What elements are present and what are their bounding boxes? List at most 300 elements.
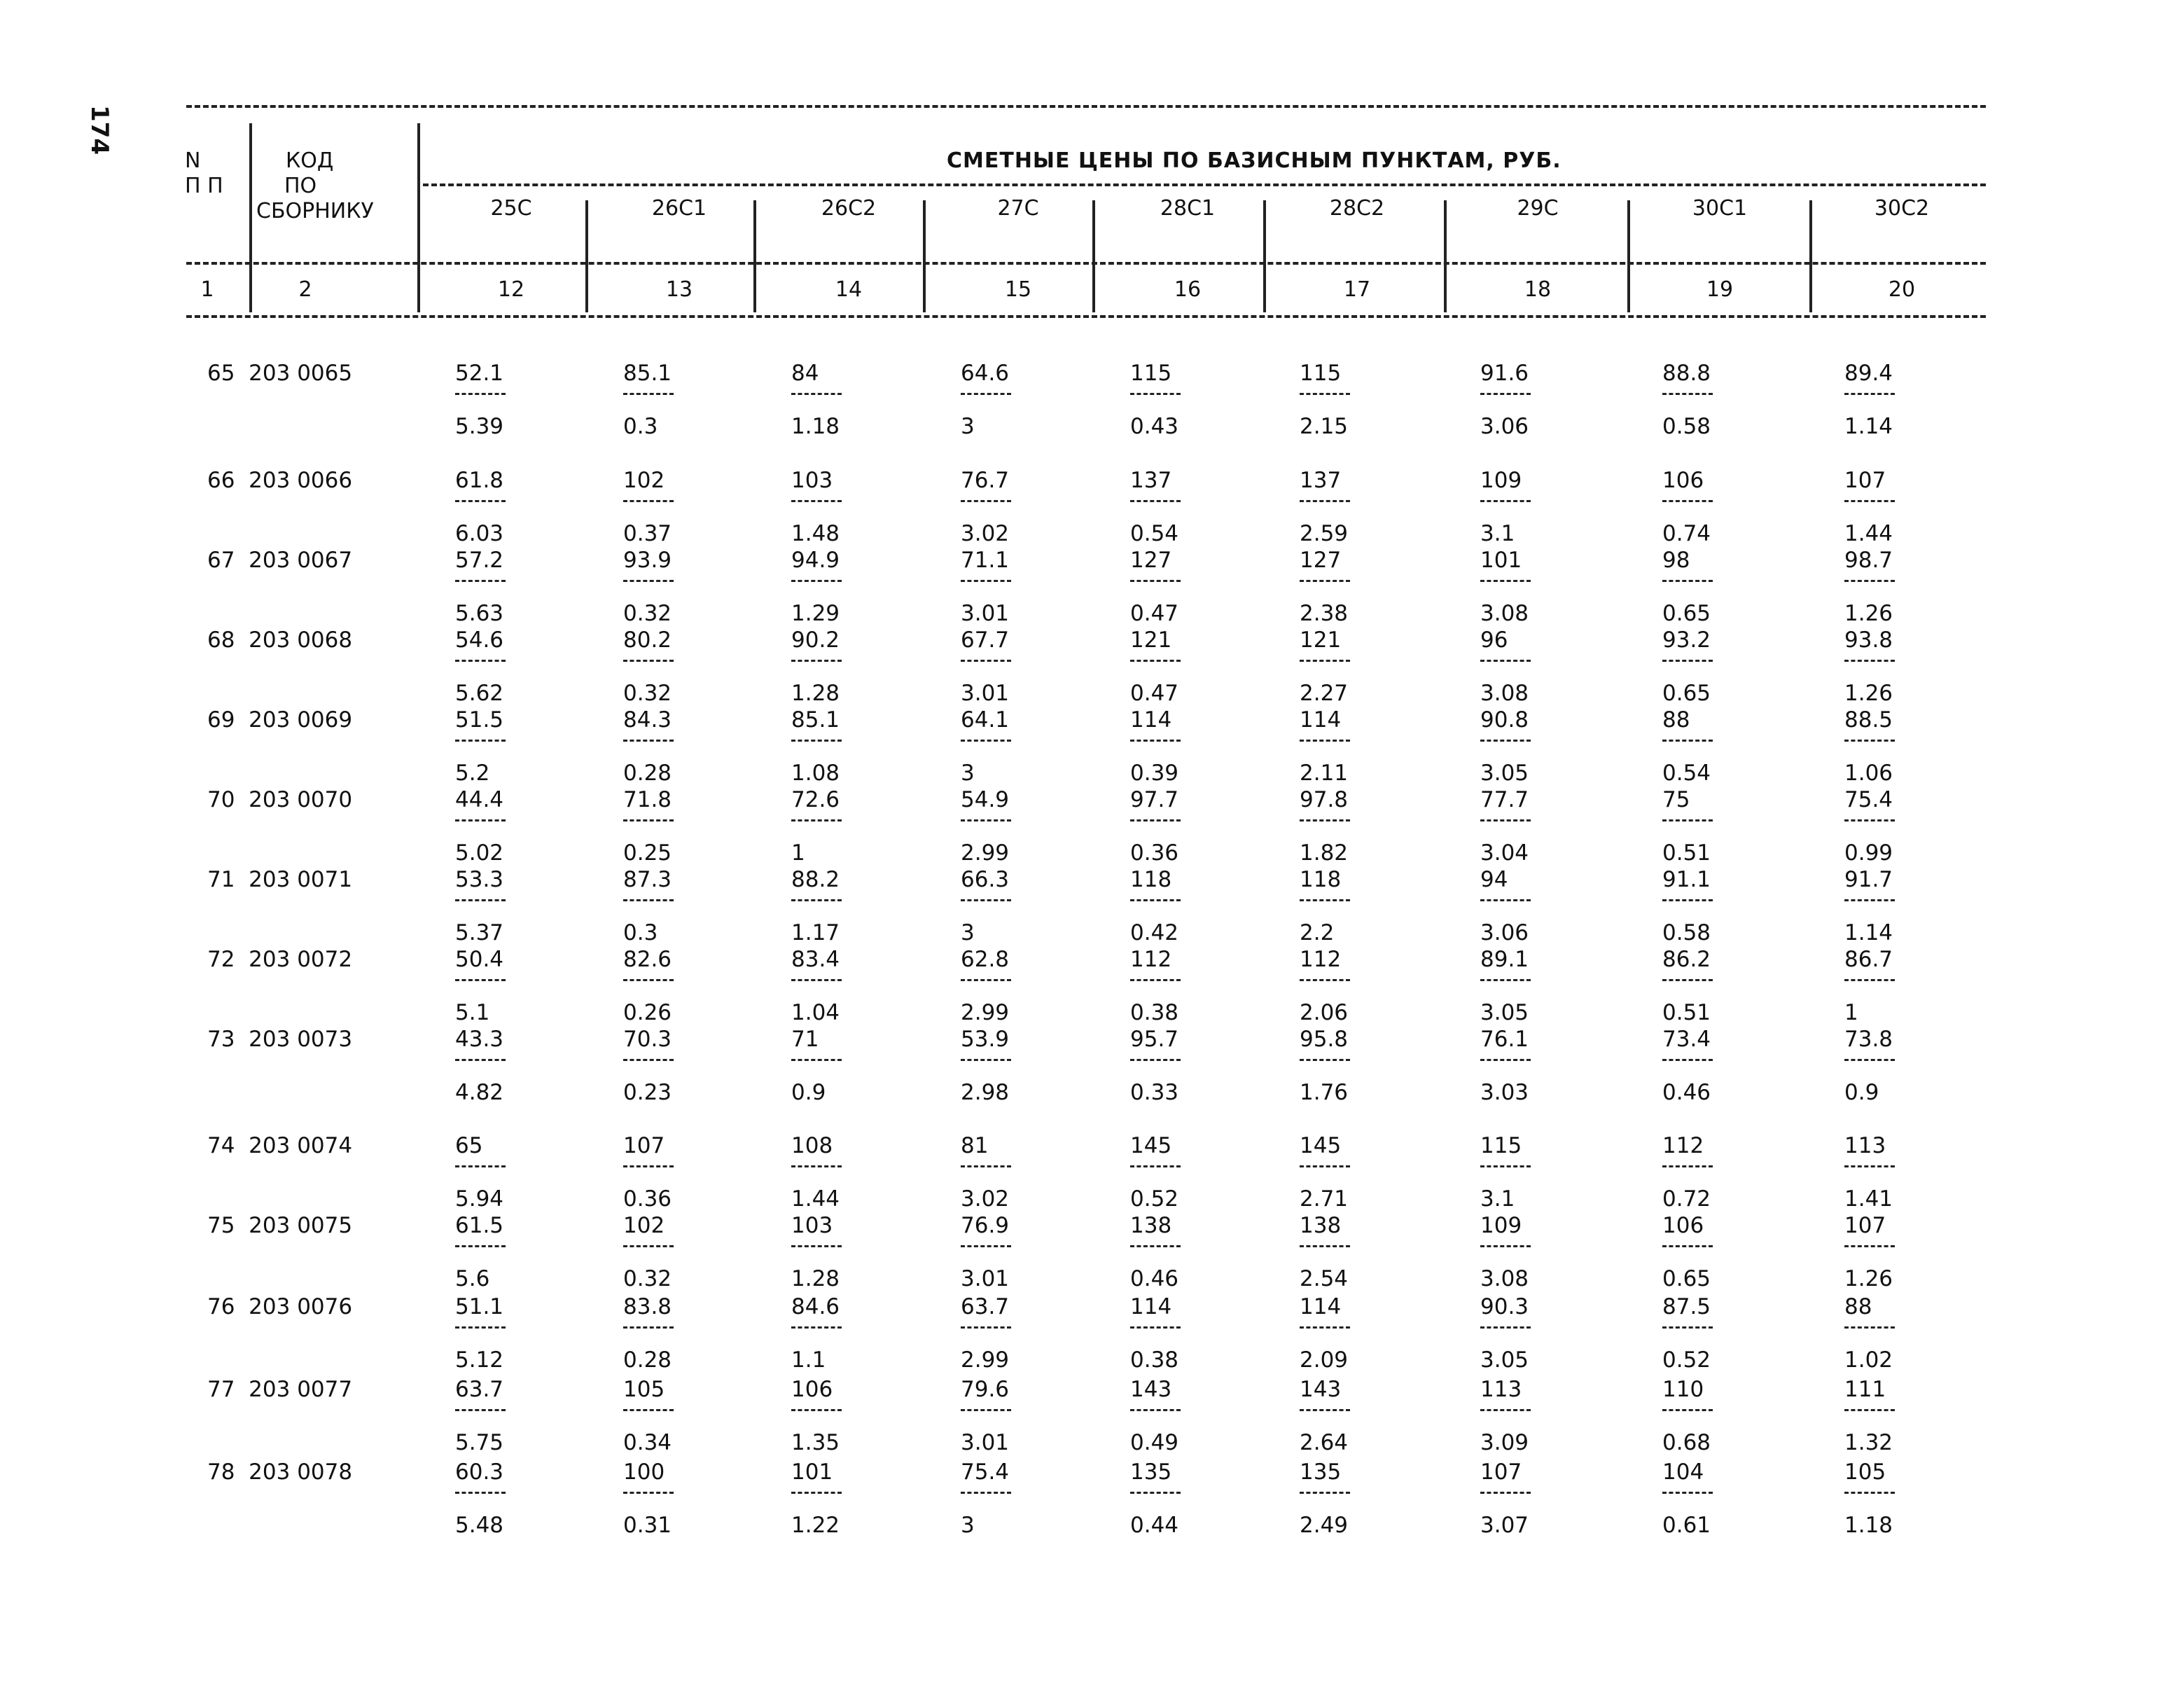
fraction-divider xyxy=(1844,1492,1895,1494)
transport-value: 3.02 xyxy=(961,521,1010,546)
row-number: 74 xyxy=(207,1133,235,1158)
transport-value: 0.46 xyxy=(1130,1266,1179,1291)
transport-value: 3.06 xyxy=(1480,920,1529,945)
row-code: 203 0065 xyxy=(249,361,353,386)
transport-value: 2.09 xyxy=(1300,1347,1349,1373)
row-number: 65 xyxy=(207,361,235,386)
transport-value: 0.26 xyxy=(623,1000,672,1025)
transport-value: 0.38 xyxy=(1130,1000,1179,1025)
transport-value: 0.61 xyxy=(1662,1513,1711,1538)
transport-value: 0.49 xyxy=(1130,1430,1179,1455)
fraction-divider xyxy=(623,1059,674,1061)
transport-value: 1.04 xyxy=(791,1000,840,1025)
col-number: 13 xyxy=(665,277,693,302)
header-n: N xyxy=(185,148,201,173)
fraction-divider xyxy=(1300,1165,1350,1167)
price-value: 89.4 xyxy=(1844,361,1893,386)
price-value: 108 xyxy=(791,1133,833,1158)
transport-value: 0.47 xyxy=(1130,601,1179,626)
price-value: 97.7 xyxy=(1130,787,1179,812)
fraction-divider xyxy=(623,393,674,395)
fraction-divider xyxy=(791,979,842,981)
price-value: 51.1 xyxy=(455,1294,504,1319)
transport-value: 5.63 xyxy=(455,601,504,626)
row-number: 75 xyxy=(207,1213,235,1238)
transport-value: 3.09 xyxy=(1480,1430,1529,1455)
transport-value: 0.28 xyxy=(623,1347,672,1373)
price-value: 94.9 xyxy=(791,548,840,573)
transport-value: 2.27 xyxy=(1300,681,1349,706)
col-number: 19 xyxy=(1706,277,1734,302)
transport-value: 0.46 xyxy=(1662,1080,1711,1105)
transport-value: 3.01 xyxy=(961,681,1010,706)
price-value: 81 xyxy=(961,1133,989,1158)
row-number: 73 xyxy=(207,1027,235,1052)
price-value: 103 xyxy=(791,1213,833,1238)
price-value: 90.8 xyxy=(1480,707,1529,733)
transport-value: 0.36 xyxy=(1130,840,1179,866)
transport-value: 1.18 xyxy=(1844,1513,1893,1538)
table-row-label xyxy=(207,1027,352,1052)
fraction-divider xyxy=(1662,1492,1713,1494)
price-value: 54.9 xyxy=(961,787,1010,812)
table-row-label xyxy=(207,707,352,733)
transport-value: 4.82 xyxy=(455,1080,504,1105)
price-value: 138 xyxy=(1300,1213,1342,1238)
price-value: 93.8 xyxy=(1844,627,1893,653)
transport-value: 1 xyxy=(1844,1000,1858,1025)
transport-value: 0.99 xyxy=(1844,840,1893,866)
fraction-divider xyxy=(1662,1409,1713,1411)
table-row-label xyxy=(207,627,352,653)
fraction-divider xyxy=(455,740,506,742)
fraction-divider xyxy=(455,1326,506,1329)
transport-value: 1.17 xyxy=(791,920,840,945)
fraction-divider xyxy=(623,580,674,582)
transport-value: 0.52 xyxy=(1662,1347,1711,1373)
transport-value: 1.82 xyxy=(1300,840,1349,866)
transport-value: 5.48 xyxy=(455,1513,504,1538)
price-value: 145 xyxy=(1300,1133,1342,1158)
fraction-divider xyxy=(1130,1326,1181,1329)
fraction-divider xyxy=(1662,500,1713,502)
col-number: 20 xyxy=(1888,277,1916,302)
transport-value: 0.34 xyxy=(623,1430,672,1455)
price-value: 143 xyxy=(1130,1377,1172,1402)
fraction-divider xyxy=(1662,660,1713,662)
header-mid-rule xyxy=(423,183,1986,186)
price-value: 52.1 xyxy=(455,361,504,386)
transport-value: 3 xyxy=(961,920,975,945)
fraction-divider xyxy=(1480,500,1531,502)
price-value: 95.7 xyxy=(1130,1027,1179,1052)
transport-value: 0.37 xyxy=(623,521,672,546)
price-value: 135 xyxy=(1300,1459,1342,1485)
transport-value: 3.08 xyxy=(1480,681,1529,706)
price-value: 106 xyxy=(1662,1213,1704,1238)
transport-value: 0.9 xyxy=(791,1080,826,1105)
price-value: 61.8 xyxy=(455,468,504,493)
transport-value: 3 xyxy=(961,414,975,439)
fraction-divider xyxy=(1480,1245,1531,1247)
price-value: 89.1 xyxy=(1480,947,1529,972)
price-value: 87.5 xyxy=(1662,1294,1711,1319)
price-value: 73.8 xyxy=(1844,1027,1893,1052)
fraction-divider xyxy=(1662,580,1713,582)
table-row-label xyxy=(207,361,352,386)
price-value: 96 xyxy=(1480,627,1508,653)
price-value: 88.5 xyxy=(1844,707,1893,733)
row-code: 203 0075 xyxy=(249,1213,353,1238)
row-code: 203 0069 xyxy=(249,707,353,733)
fraction-divider xyxy=(1300,1059,1350,1061)
transport-value: 5.1 xyxy=(455,1000,490,1025)
price-value: 85.1 xyxy=(791,707,840,733)
price-value: 105 xyxy=(1844,1459,1886,1485)
col-header-28c2: 28С2 xyxy=(1329,196,1385,221)
transport-value: 1.14 xyxy=(1844,414,1893,439)
fraction-divider xyxy=(455,1059,506,1061)
fraction-divider xyxy=(961,1165,1011,1167)
transport-value: 2.99 xyxy=(961,840,1010,866)
fraction-divider xyxy=(791,660,842,662)
price-value: 82.6 xyxy=(623,947,672,972)
transport-value: 5.2 xyxy=(455,761,490,786)
fraction-divider xyxy=(1300,580,1350,582)
transport-value: 0.38 xyxy=(1130,1347,1179,1373)
table-row-label xyxy=(207,468,352,493)
table-row-label xyxy=(207,1459,352,1485)
price-value: 63.7 xyxy=(961,1294,1010,1319)
fraction-divider xyxy=(961,393,1011,395)
transport-value: 0.39 xyxy=(1130,761,1179,786)
transport-value: 0.65 xyxy=(1662,1266,1711,1291)
price-value: 107 xyxy=(1844,468,1886,493)
price-value: 86.2 xyxy=(1662,947,1711,972)
price-value: 118 xyxy=(1300,867,1342,892)
price-value: 105 xyxy=(623,1377,665,1402)
transport-value: 0.44 xyxy=(1130,1513,1179,1538)
transport-value: 5.94 xyxy=(455,1186,504,1212)
row-code: 203 0072 xyxy=(249,947,353,972)
col-number: 1 xyxy=(200,277,214,302)
fraction-divider xyxy=(1480,1492,1531,1494)
price-value: 137 xyxy=(1130,468,1172,493)
transport-value: 2.98 xyxy=(961,1080,1010,1105)
price-value: 83.4 xyxy=(791,947,840,972)
header-code-line2: ПО xyxy=(284,174,317,198)
price-value: 103 xyxy=(791,468,833,493)
price-value: 94 xyxy=(1480,867,1508,892)
price-value: 50.4 xyxy=(455,947,504,972)
price-value: 53.9 xyxy=(961,1027,1010,1052)
transport-value: 1.02 xyxy=(1844,1347,1893,1373)
fraction-divider xyxy=(1480,1165,1531,1167)
fraction-divider xyxy=(623,1409,674,1411)
fraction-divider xyxy=(623,1492,674,1494)
transport-value: 0.68 xyxy=(1662,1430,1711,1455)
col-header-29c: 29С xyxy=(1517,196,1559,221)
price-value: 76.1 xyxy=(1480,1027,1529,1052)
col-number: 18 xyxy=(1524,277,1552,302)
transport-value: 1.08 xyxy=(791,761,840,786)
transport-value: 1.28 xyxy=(791,681,840,706)
table-row-label xyxy=(207,548,352,573)
col-number: 14 xyxy=(835,277,863,302)
price-value: 109 xyxy=(1480,1213,1522,1238)
table-row-label xyxy=(207,1377,352,1402)
row-code: 203 0076 xyxy=(249,1294,353,1319)
fraction-divider xyxy=(1300,1492,1350,1494)
transport-value: 3.08 xyxy=(1480,601,1529,626)
price-value: 104 xyxy=(1662,1459,1704,1485)
price-value: 101 xyxy=(791,1459,833,1485)
fraction-divider xyxy=(1480,580,1531,582)
price-value: 98 xyxy=(1662,548,1690,573)
fraction-divider xyxy=(791,740,842,742)
price-value: 88.8 xyxy=(1662,361,1711,386)
fraction-divider xyxy=(1130,1165,1181,1167)
fraction-divider xyxy=(1662,1326,1713,1329)
transport-value: 3.07 xyxy=(1480,1513,1529,1538)
fraction-divider xyxy=(1662,740,1713,742)
transport-value: 0.42 xyxy=(1130,920,1179,945)
transport-value: 3.01 xyxy=(961,601,1010,626)
price-value: 54.6 xyxy=(455,627,504,653)
price-value: 66.3 xyxy=(961,867,1010,892)
fraction-divider xyxy=(1844,1326,1895,1329)
fraction-divider xyxy=(455,580,506,582)
col-header-30c2: 30С2 xyxy=(1874,196,1930,221)
transport-value: 3.02 xyxy=(961,1186,1010,1212)
transport-value: 1.48 xyxy=(791,521,840,546)
price-value: 63.7 xyxy=(455,1377,504,1402)
fraction-divider xyxy=(1662,1165,1713,1167)
transport-value: 1.28 xyxy=(791,1266,840,1291)
fraction-divider xyxy=(1480,899,1531,901)
row-number: 66 xyxy=(207,468,235,493)
transport-value: 3.01 xyxy=(961,1430,1010,1455)
fraction-divider xyxy=(1130,660,1181,662)
transport-value: 1.14 xyxy=(1844,920,1893,945)
col-divider xyxy=(1444,200,1447,312)
price-value: 70.3 xyxy=(623,1027,672,1052)
fraction-divider xyxy=(455,393,506,395)
transport-value: 3.01 xyxy=(961,1266,1010,1291)
header-code-line1: КОД xyxy=(286,148,334,173)
fraction-divider xyxy=(791,1059,842,1061)
price-value: 93.9 xyxy=(623,548,672,573)
fraction-divider xyxy=(1130,899,1181,901)
transport-value: 1.1 xyxy=(791,1347,826,1373)
price-value: 135 xyxy=(1130,1459,1172,1485)
fraction-divider xyxy=(1300,979,1350,981)
fraction-divider xyxy=(791,899,842,901)
header-code-line3: СБОРНИКУ xyxy=(256,199,374,223)
transport-value: 5.12 xyxy=(455,1347,504,1373)
fraction-divider xyxy=(455,979,506,981)
fraction-divider xyxy=(1300,740,1350,742)
fraction-divider xyxy=(791,1165,842,1167)
transport-value: 0.54 xyxy=(1130,521,1179,546)
transport-value: 0.47 xyxy=(1130,681,1179,706)
fraction-divider xyxy=(961,1245,1011,1247)
price-value: 121 xyxy=(1130,627,1172,653)
transport-value: 1.44 xyxy=(1844,521,1893,546)
transport-value: 3.1 xyxy=(1480,521,1515,546)
fraction-divider xyxy=(1130,580,1181,582)
transport-value: 0.23 xyxy=(623,1080,672,1105)
price-value: 107 xyxy=(1480,1459,1522,1485)
transport-value: 0.52 xyxy=(1130,1186,1179,1212)
fraction-divider xyxy=(1130,1409,1181,1411)
price-value: 115 xyxy=(1480,1133,1522,1158)
row-code: 203 0073 xyxy=(249,1027,353,1052)
price-value: 88.2 xyxy=(791,867,840,892)
transport-value: 2.54 xyxy=(1300,1266,1349,1291)
price-value: 80.2 xyxy=(623,627,672,653)
header-bottom-rule xyxy=(186,315,1986,318)
transport-value: 0.28 xyxy=(623,761,672,786)
transport-value: 0.31 xyxy=(623,1513,672,1538)
transport-value: 2.49 xyxy=(1300,1513,1349,1538)
price-value: 91.7 xyxy=(1844,867,1893,892)
header-pp: П П xyxy=(185,174,223,198)
transport-value: 0.32 xyxy=(623,1266,672,1291)
price-value: 87.3 xyxy=(623,867,672,892)
row-number: 70 xyxy=(207,787,235,812)
price-value: 127 xyxy=(1130,548,1172,573)
fraction-divider xyxy=(623,819,674,821)
fraction-divider xyxy=(455,500,506,502)
price-value: 107 xyxy=(623,1133,665,1158)
price-value: 67.7 xyxy=(961,627,1010,653)
transport-value: 2.99 xyxy=(961,1000,1010,1025)
fraction-divider xyxy=(961,1326,1011,1329)
fraction-divider xyxy=(455,1165,506,1167)
price-value: 90.2 xyxy=(791,627,840,653)
fraction-divider xyxy=(1844,899,1895,901)
transport-value: 3.06 xyxy=(1480,414,1529,439)
price-value: 84.3 xyxy=(623,707,672,733)
price-value: 65 xyxy=(455,1133,483,1158)
fraction-divider xyxy=(1480,393,1531,395)
price-value: 106 xyxy=(791,1377,833,1402)
transport-value: 2.64 xyxy=(1300,1430,1349,1455)
transport-value: 2.71 xyxy=(1300,1186,1349,1212)
col-header-25c: 25С xyxy=(490,196,532,221)
transport-value: 0.3 xyxy=(623,920,658,945)
transport-value: 0.54 xyxy=(1662,761,1711,786)
fraction-divider xyxy=(1300,500,1350,502)
price-value: 44.4 xyxy=(455,787,504,812)
price-value: 114 xyxy=(1130,1294,1172,1319)
fraction-divider xyxy=(1662,899,1713,901)
fraction-divider xyxy=(1300,660,1350,662)
price-value: 91.1 xyxy=(1662,867,1711,892)
price-value: 109 xyxy=(1480,468,1522,493)
price-value: 90.3 xyxy=(1480,1294,1529,1319)
fraction-divider xyxy=(455,1245,506,1247)
fraction-divider xyxy=(1300,819,1350,821)
fraction-divider xyxy=(623,1165,674,1167)
table-top-rule xyxy=(186,105,1986,108)
transport-value: 3.03 xyxy=(1480,1080,1529,1105)
price-value: 71 xyxy=(791,1027,819,1052)
transport-value: 5.37 xyxy=(455,920,504,945)
price-value: 112 xyxy=(1662,1133,1704,1158)
price-value: 91.6 xyxy=(1480,361,1529,386)
col-number: 12 xyxy=(497,277,525,302)
price-value: 83.8 xyxy=(623,1294,672,1319)
price-value: 77.7 xyxy=(1480,787,1529,812)
table-row-label xyxy=(207,1213,352,1238)
transport-value: 1.32 xyxy=(1844,1430,1893,1455)
price-value: 85.1 xyxy=(623,361,672,386)
col-number: 15 xyxy=(1004,277,1032,302)
fraction-divider xyxy=(961,500,1011,502)
fraction-divider xyxy=(623,1245,674,1247)
transport-value: 2.2 xyxy=(1300,920,1335,945)
fraction-divider xyxy=(455,899,506,901)
transport-value: 0.36 xyxy=(623,1186,672,1212)
fraction-divider xyxy=(791,393,842,395)
fraction-divider xyxy=(1662,393,1713,395)
price-value: 76.9 xyxy=(961,1213,1010,1238)
transport-value: 1.29 xyxy=(791,601,840,626)
price-value: 75.4 xyxy=(961,1459,1010,1485)
transport-value: 0.32 xyxy=(623,681,672,706)
fraction-divider xyxy=(791,580,842,582)
fraction-divider xyxy=(1130,740,1181,742)
col-number: 2 xyxy=(298,277,312,302)
transport-value: 3 xyxy=(961,1513,975,1538)
fraction-divider xyxy=(1300,1326,1350,1329)
col-header-27c: 27С xyxy=(997,196,1039,221)
price-value: 112 xyxy=(1300,947,1342,972)
transport-value: 1.06 xyxy=(1844,761,1893,786)
fraction-divider xyxy=(1300,899,1350,901)
price-value: 73.4 xyxy=(1662,1027,1711,1052)
fraction-divider xyxy=(1480,660,1531,662)
price-value: 53.3 xyxy=(455,867,504,892)
col-header-26c1: 26С1 xyxy=(651,196,707,221)
transport-value: 3.1 xyxy=(1480,1186,1515,1212)
price-value: 95.8 xyxy=(1300,1027,1349,1052)
col-divider xyxy=(1627,200,1630,312)
price-value: 88 xyxy=(1844,1294,1872,1319)
transport-value: 5.39 xyxy=(455,414,504,439)
row-number: 77 xyxy=(207,1377,235,1402)
price-value: 64.6 xyxy=(961,361,1010,386)
fraction-divider xyxy=(1130,500,1181,502)
col-divider xyxy=(1809,200,1812,312)
fraction-divider xyxy=(1844,1165,1895,1167)
transport-value: 1.35 xyxy=(791,1430,840,1455)
price-value: 72.6 xyxy=(791,787,840,812)
price-value: 102 xyxy=(623,468,665,493)
transport-value: 0.9 xyxy=(1844,1080,1879,1105)
fraction-divider xyxy=(1130,1245,1181,1247)
price-value: 71.1 xyxy=(961,548,1010,573)
transport-value: 0.32 xyxy=(623,601,672,626)
price-value: 51.5 xyxy=(455,707,504,733)
transport-value: 1.41 xyxy=(1844,1186,1893,1212)
transport-value: 3.04 xyxy=(1480,840,1529,866)
fraction-divider xyxy=(791,1492,842,1494)
transport-value: 1.26 xyxy=(1844,601,1893,626)
fraction-divider xyxy=(623,899,674,901)
